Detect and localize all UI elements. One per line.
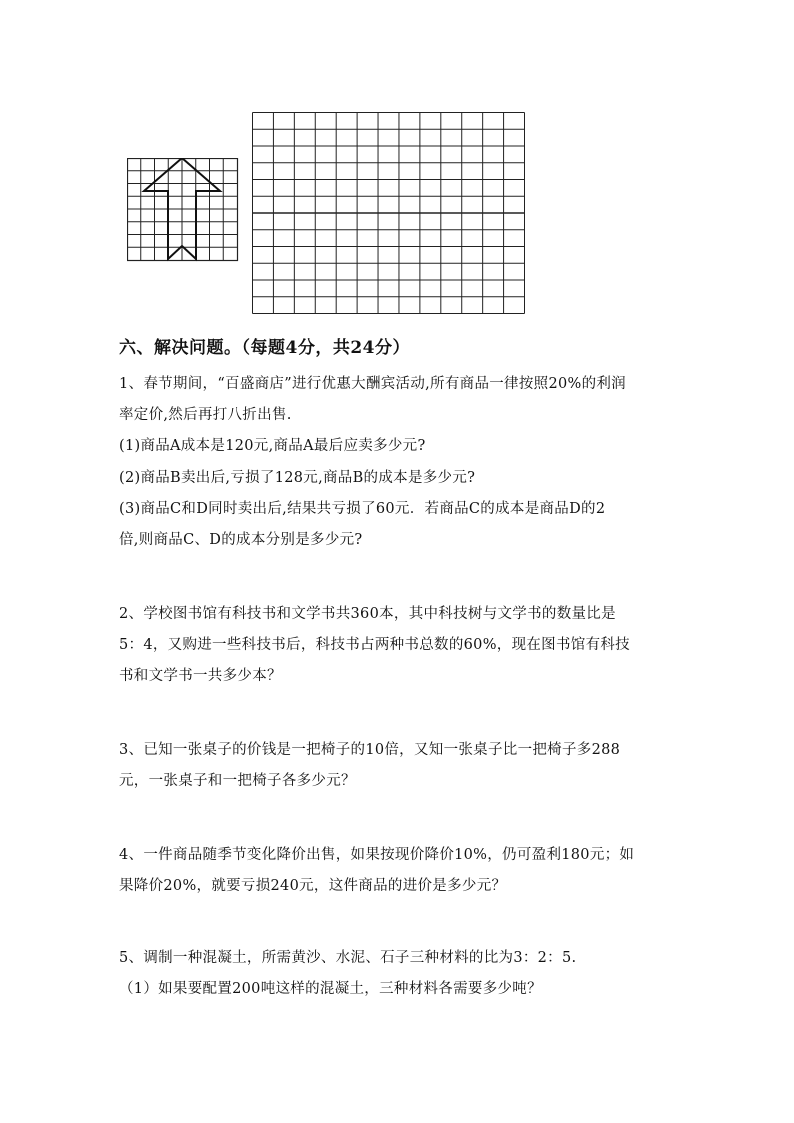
blank-grid [252, 112, 525, 314]
problem-2-line-3: 书和文学书一共多少本？ [119, 668, 282, 684]
problem-3-line-2: 元，一张桌子和一把椅子各多少元？ [119, 773, 356, 789]
problem-4-line-1: 4、一件商品随季节变化降价出售，如果按现价降价10%，仍可盈利180元；如 [119, 847, 635, 863]
problem-1-question-3-line-1: (3)商品C和D同时卖出后,结果共亏损了60元．若商品C的成本是商品D的2 [119, 501, 606, 517]
problem-2-line-1: 2、学校图书馆有科技书和文学书共360本，其中科技树与文学书的数量比是 [119, 606, 616, 622]
problem-1-question-2: (2)商品B卖出后,亏损了128元,商品B的成本是多少元? [119, 470, 476, 486]
problem-1-question-1: (1)商品A成本是120元,商品A最后应卖多少元? [119, 438, 426, 454]
arrow-grid-figure [127, 158, 239, 262]
problem-2-line-2: 5：4，又购进一些科技书后，科技书占两种书总数的60%，现在图书馆有科技 [119, 637, 630, 653]
problem-1-line-2: 率定价,然后再打八折出售. [119, 407, 292, 423]
problem-1-line-1: 1、春节期间，“百盛商店”进行优惠大酬宾活动,所有商品一律按照20%的利润 [119, 376, 626, 392]
problem-1-question-3-line-2: 倍,则商品C、D的成本分别是多少元? [119, 532, 363, 548]
problem-3-line-1: 3、已知一张桌子的价钱是一把椅子的10倍，又知一张桌子比一把椅子多288 [119, 742, 621, 758]
section-title: 六、解决问题。（每题4分，共24分） [119, 338, 410, 358]
problem-5-question-1: （1）如果要配置200吨这样的混凝土，三种材料各需要多少吨？ [119, 981, 542, 997]
problem-5-line-1: 5、调制一种混凝土，所需黄沙、水泥、石子三种材料的比为3：2：5. [119, 950, 577, 966]
problem-4-line-2: 果降价20%，就要亏损240元，这件商品的进价是多少元？ [119, 878, 507, 894]
